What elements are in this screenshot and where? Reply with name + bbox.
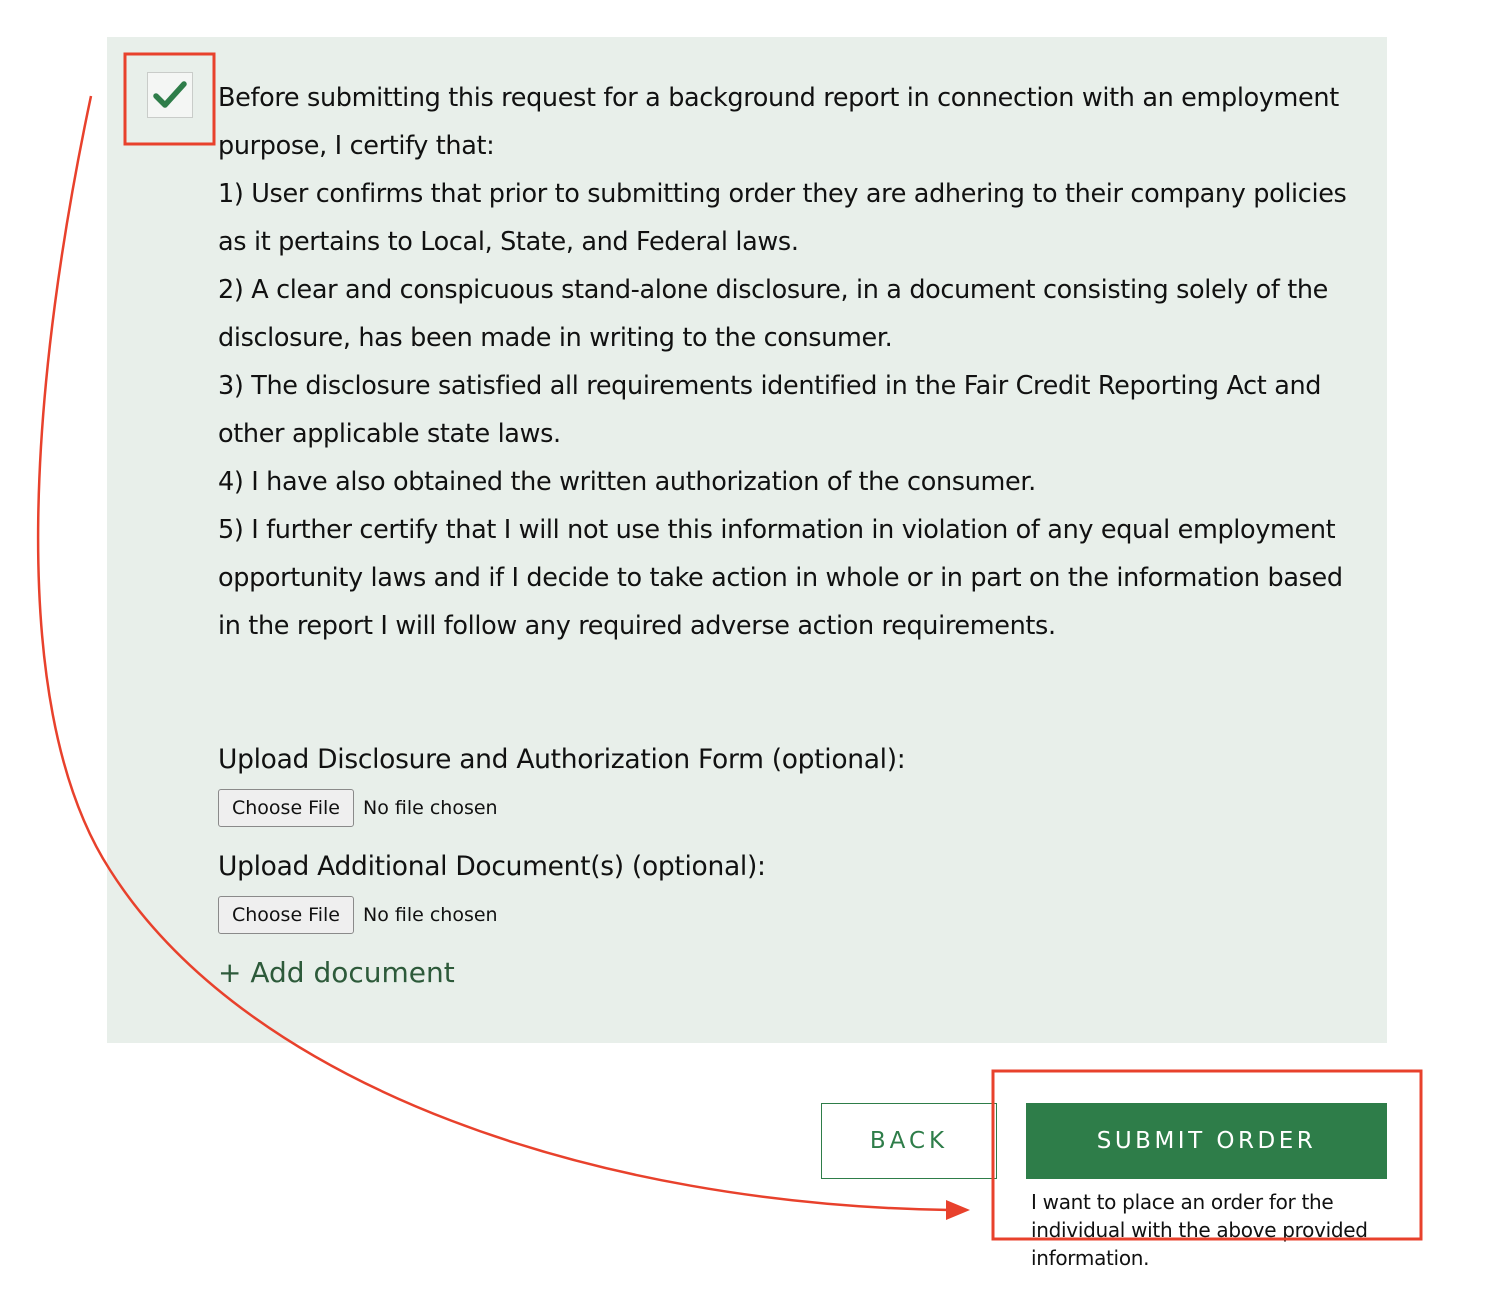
certification-item-3: 3) The disclosure satisfied all requirements identified in the Fair Credit Reporting Act and other applicable state laws. — [218, 371, 1322, 449]
additional-choose-file-button[interactable]: Choose File — [218, 896, 354, 934]
additional-file-input — [218, 896, 498, 934]
submit-order-button[interactable]: SUBMIT ORDER — [1026, 1103, 1387, 1179]
certification-item-5: 5) I further certify that I will not use this information in violation of any equal employment opportunity laws and if I decide to take action in whole or in part on the information based in the report I will follow any required adverse action requirements. — [218, 515, 1343, 641]
certification-item-1: 1) User confirms that prior to submitting order they are adhering to their company policies as it pertains to Local, State, and Federal laws. — [218, 179, 1347, 257]
disclosure-choose-file-button[interactable]: Choose File — [218, 789, 354, 827]
disclosure-file-status: No file chosen — [363, 797, 498, 819]
additional-upload-label: Upload Additional Document(s) (optional): — [218, 851, 766, 882]
certify-checkbox[interactable] — [147, 72, 193, 118]
add-document-link[interactable]: + Add document — [218, 956, 455, 989]
checkmark-icon — [153, 80, 187, 110]
certification-text — [218, 74, 1358, 650]
disclosure-upload-label: Upload Disclosure and Authorization Form (optional): — [218, 744, 906, 775]
certification-intro: Before submitting this request for a background report in connection with an employment purpose, I certify that: — [218, 83, 1339, 161]
additional-file-status: No file chosen — [363, 904, 498, 926]
annotation-arrowhead-icon — [946, 1200, 970, 1220]
certification-item-4: 4) I have also obtained the written authorization of the consumer. — [218, 467, 1036, 497]
submit-order-note: I want to place an order for the individual with the above provided information. — [1031, 1190, 1368, 1270]
certification-item-2: 2) A clear and conspicuous stand-alone disclosure, in a document consisting solely of the disclosure, has been made in writing to the consumer. — [218, 275, 1329, 353]
back-button[interactable]: BACK — [821, 1103, 997, 1179]
disclosure-file-input — [218, 789, 498, 827]
